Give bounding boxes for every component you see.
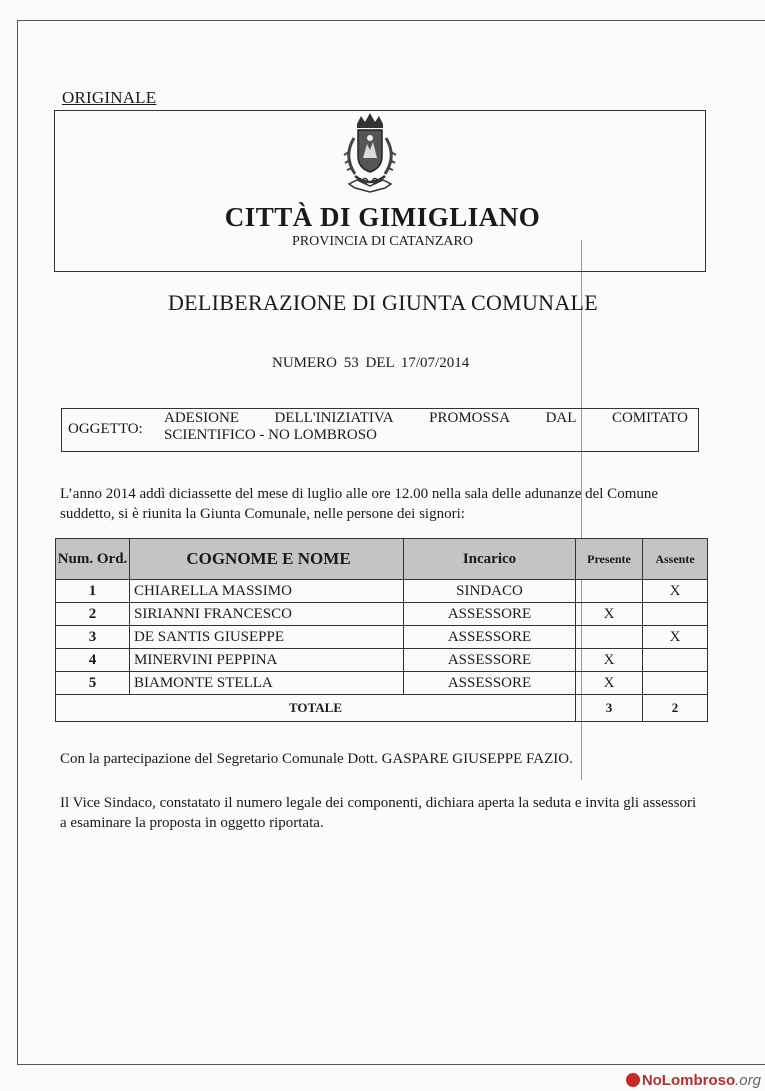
secretary-paragraph: Con la partecipazione del Segretario Comunale Dott. GASPARE GIUSEPPE FAZIO. (60, 751, 573, 767)
table-row (56, 603, 708, 626)
original-stamp: ORIGINALE (62, 88, 157, 107)
closing-paragraph: Il Vice Sindaco, constatato il numero legale dei componenti, dichiara aperta la seduta e invita gli assessori a esaminare la proposta in oggetto riportata. (60, 795, 697, 831)
row-present: X (576, 672, 643, 695)
subject-word: ADESIONE (164, 410, 239, 426)
row-absent (643, 649, 708, 672)
row-role: ASSESSORE (404, 672, 576, 695)
table-header-row (56, 539, 708, 580)
watermark-brand: NoLombroso (641, 1072, 736, 1089)
total-absent: 2 (643, 695, 708, 722)
total-present: 3 (576, 695, 643, 722)
subject-line-1 (164, 410, 688, 427)
row-role: SINDACO (404, 580, 576, 603)
row-name: SIRIANNI FRANCESCO (130, 603, 404, 626)
row-absent: X (643, 580, 708, 603)
row-absent (643, 603, 708, 626)
no-sign-logo-icon (626, 1073, 640, 1087)
header-present: Presente (576, 539, 643, 580)
row-present (576, 580, 643, 603)
intro-paragraph: L’anno 2014 addì diciassette del mese di luglio alle ore 12.00 nella sala delle adunanze del Comune suddetto, si è riunita la Giunta Comunale, nelle persone dei signori: (60, 486, 659, 522)
row-present (576, 626, 643, 649)
row-num: 4 (56, 649, 130, 672)
row-absent (643, 672, 708, 695)
subject-label: OGGETTO: (68, 421, 143, 437)
row-name: MINERVINI PEPPINA (130, 649, 404, 672)
watermark (626, 1072, 761, 1089)
row-present: X (576, 603, 643, 626)
header-name: COGNOME E NOME (130, 539, 404, 580)
row-num: 3 (56, 626, 130, 649)
coat-of-arms-icon (327, 108, 413, 200)
row-present: X (576, 649, 643, 672)
row-absent: X (643, 626, 708, 649)
subject-word: COMITATO (611, 410, 688, 426)
subject-word: DAL (545, 410, 577, 426)
subject-word: PROMOSSA (429, 410, 511, 426)
document-title: DELIBERAZIONE DI GIUNTA COMUNALE (167, 290, 599, 315)
row-num: 5 (56, 672, 130, 695)
row-role: ASSESSORE (404, 649, 576, 672)
row-num: 1 (56, 580, 130, 603)
table-row (56, 649, 708, 672)
table-row (56, 580, 708, 603)
subject-box (61, 408, 699, 452)
header-role: Incarico (404, 539, 576, 580)
row-role: ASSESSORE (404, 626, 576, 649)
document-number: NUMERO 53 DEL 17/07/2014 (272, 355, 470, 371)
province-name: PROVINCIA DI CATANZARO (292, 234, 473, 249)
row-role: ASSESSORE (404, 603, 576, 626)
subject-line-2: SCIENTIFICO - NO LOMBROSO (164, 427, 377, 443)
watermark-suffix: .org (735, 1072, 761, 1089)
row-name: CHIARELLA MASSIMO (130, 580, 404, 603)
subject-word: DELL'INIZIATIVA (274, 410, 394, 426)
table-total-row (56, 695, 708, 722)
header-absent: Assente (643, 539, 708, 580)
table-row (56, 626, 708, 649)
row-name: DE SANTIS GIUSEPPE (130, 626, 404, 649)
city-name: CITTÀ DI GIMIGLIANO (224, 202, 541, 232)
row-num: 2 (56, 603, 130, 626)
total-label: TOTALE (56, 695, 576, 722)
table-row (56, 672, 708, 695)
header-num: Num. Ord. (56, 539, 130, 580)
attendance-table (55, 538, 708, 722)
row-name: BIAMONTE STELLA (130, 672, 404, 695)
